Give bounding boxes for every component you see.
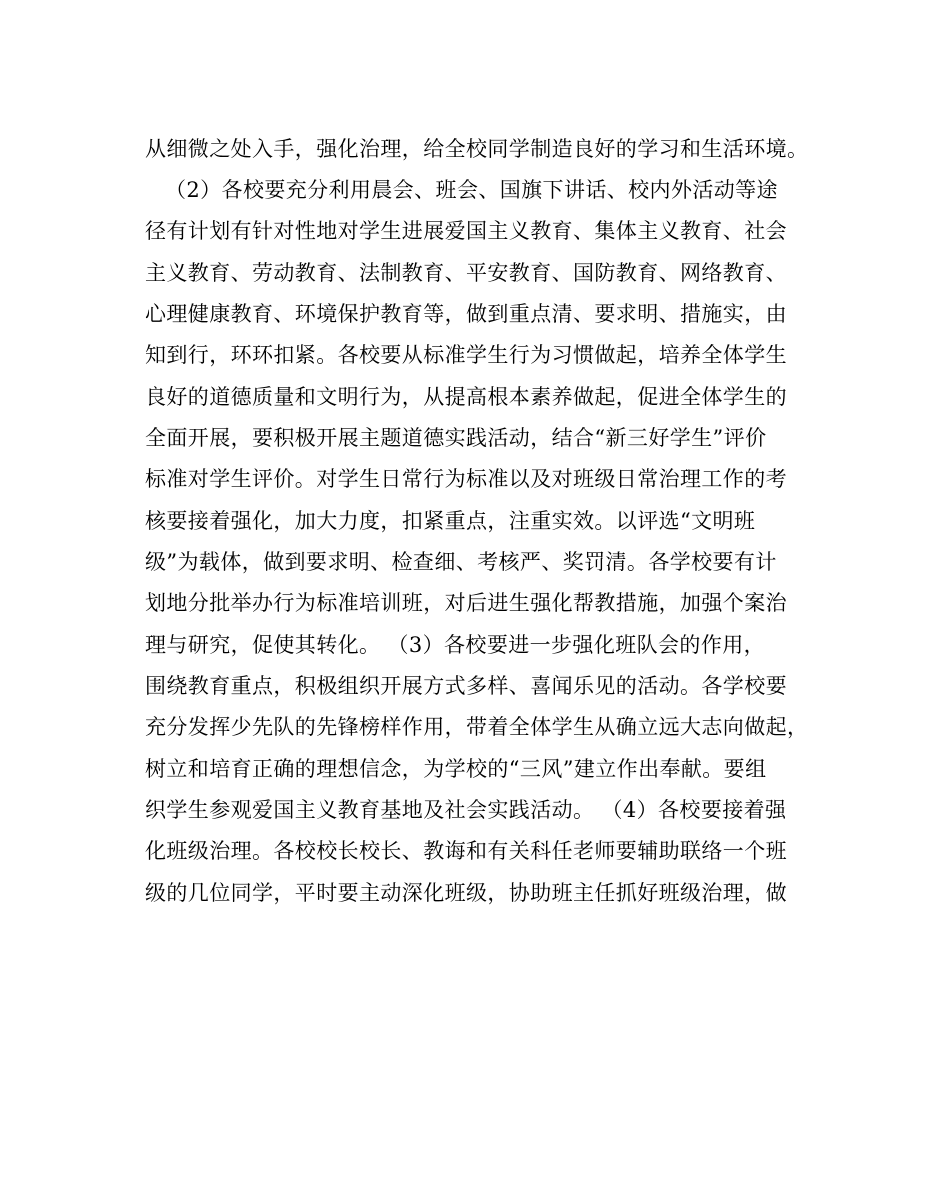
text-line: 主义教育、劳动教育、法制教育、平安教育、国防教育、网络教育、 — [145, 261, 787, 285]
text-line: 树立和培育正确的理想信念，为学校的“三风”建立作出奉献。要组 — [145, 757, 767, 781]
text-line: 划地分批举办行为标准培训班，对后进生强化帮教措施，加强个案治 — [145, 591, 787, 615]
text-line: 心理健康教育、环境保护教育等，做到重点清、要求明、措施实，由 — [145, 302, 787, 326]
text-line: 充分发挥少先队的先锋榜样作用，带着全体学生从确立远大志向做起， — [145, 715, 809, 739]
text-line: 织学生参观爱国主义教育基地及社会实践活动。 （4）各校要接着强 — [145, 798, 787, 822]
text-line: 级”为载体，做到要求明、检查细、考核严、奖罚清。各学校要有计 — [145, 550, 777, 574]
text-line: （2）各校要充分利用晨会、班会、国旗下讲话、校内外活动等途 — [165, 178, 778, 202]
text-line: 良好的道德质量和文明行为，从提高根本素养做起，促进全体学生的 — [145, 385, 787, 409]
text-line: 化班级治理。各校校长校长、教诲和有关科任老师要辅助联络一个班 — [145, 839, 787, 863]
text-line: 标准对学生评价。对学生日常行为标准以及对班级日常治理工作的考 — [145, 467, 787, 491]
text-line: 知到行，环环扣紧。各校要从标准学生行为习惯做起，培养全体学生 — [145, 343, 787, 367]
text-line: 核要接着强化，加大力度，扣紧重点，注重实效。以评选“文明班 — [145, 509, 756, 533]
text-line: 径有计划有针对性地对学生进展爱国主义教育、集体主义教育、社会 — [145, 219, 787, 243]
text-line: 理与研究，促使其转化。 （3）各校要进一步强化班队会的作用， — [145, 633, 766, 657]
text-line: 全面开展，要积极开展主题道德实践活动，结合“新三好学生”评价 — [145, 426, 767, 450]
text-line: 围绕教育重点，积极组织开展方式多样、喜闻乐见的活动。各学校要 — [145, 674, 787, 698]
text-line: 从细微之处入手，强化治理，给全校同学制造良好的学习和生活环境。 — [145, 137, 809, 161]
text-line: 级的几位同学，平时要主动深化班级，协助班主任抓好班级治理，做 — [145, 881, 787, 905]
